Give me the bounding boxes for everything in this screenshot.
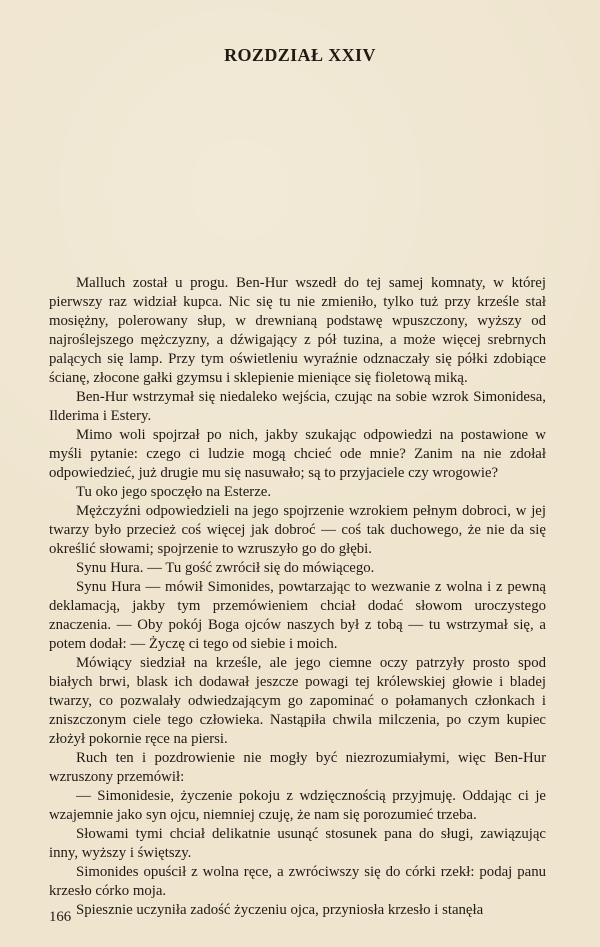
paragraph: Mężczyźni odpowiedzieli na jego spojrzenie wzrokiem pełnym dobroci, w jej twarzy było przecież coś więcej jak dobroć — coś tak duchowego, że nie da się określić słowami; spojrzenie to wzruszyło go do głębi. <box>49 503 546 557</box>
paragraph: Tu oko jego spoczęło na Esterze. <box>76 484 272 500</box>
paragraph: Synu Hura — mówił Simonides, powtarzając to wezwanie z wolna i z pewną deklamacją, jakby tym przemówieniem chciał dodać słowom uroczystego znaczenia. — Oby pokój Boga ojców naszych był z tobą — tu wstrzymał się, a potem dodał: — Życzę ci tego od siebie i moich. <box>49 579 546 652</box>
paragraph: Spiesznie uczyniła zadość życzeniu ojca, przyniosła krzesło i stanęła <box>76 902 484 918</box>
paragraph: Ruch ten i pozdrowienie nie mogły być niezrozumiałymi, więc Ben-Hur wzruszony przemówił: <box>49 750 546 785</box>
paragraph: Synu Hura. — Tu gość zwrócił się do mówiącego. <box>76 560 375 576</box>
paragraph: Mówiący siedział na krześle, ale jego ciemne oczy patrzyły prosto spod białych brwi, blask ich dodawał jeszcze powagi tej królewskiej głowie i bladej twarzy, co pozwalały odwiedzającym go zapominać o połamanych członkach i zniszczonym ciele tego człowieka. Nastąpiła chwila milczenia, po czym kupiec złożył pokornie ręce na piersi. <box>49 655 546 747</box>
paragraph: Mimo woli spojrzał po nich, jakby szukając odpowiedzi na postawione w myśli pytanie: czego ci ludzie mogą chcieć ode mnie? Zanim na nie zdołał odpowiedzieć, już drugie mu się nasuwało; są to przyjaciele czy wrogowie? <box>49 427 546 481</box>
paragraph: Ben-Hur wstrzymał się niedaleko wejścia, czując na sobie wzrok Simonidesa, Ilderima i Estery. <box>49 389 546 424</box>
paragraph: Simonides opuścił z wolna ręce, a zwróciwszy się do córki rzekł: podaj panu krzesło córko moja. <box>49 864 546 899</box>
paragraph: — Simonidesie, życzenie pokoju z wdzięcznością przyjmuję. Oddając ci je wzajemnie jako syn ojcu, niemniej czuję, że nam się porozumieć trzeba. <box>49 788 546 823</box>
page-number: 166 <box>49 909 72 925</box>
chapter-title: ROZDZIAŁ XXIV <box>224 45 376 65</box>
chapter-body <box>49 274 546 920</box>
paragraph: Słowami tymi chciał delikatnie usunąć stosunek pana do sługi, zawiązując inny, wyższy i świętszy. <box>49 826 546 861</box>
paragraph: Malluch został u progu. Ben-Hur wszedł do tej samej komnaty, w której pierwszy raz widział kupca. Nic się tu nie zmieniło, tylko tuż przy krześle stał mosiężny, polerowany słup, w drewnianą podstawę wpuszczony, wyższy od najroślejszego mężczyzny, a dźwigający z pół tuzina, a może więcej srebrnych palących się lamp. Przy tym oświetleniu wyraźnie odznaczały się półki zdobiące ścianę, złocone gałki gzymsu i sklepienie mieniące się fioletową miką. <box>49 275 546 386</box>
